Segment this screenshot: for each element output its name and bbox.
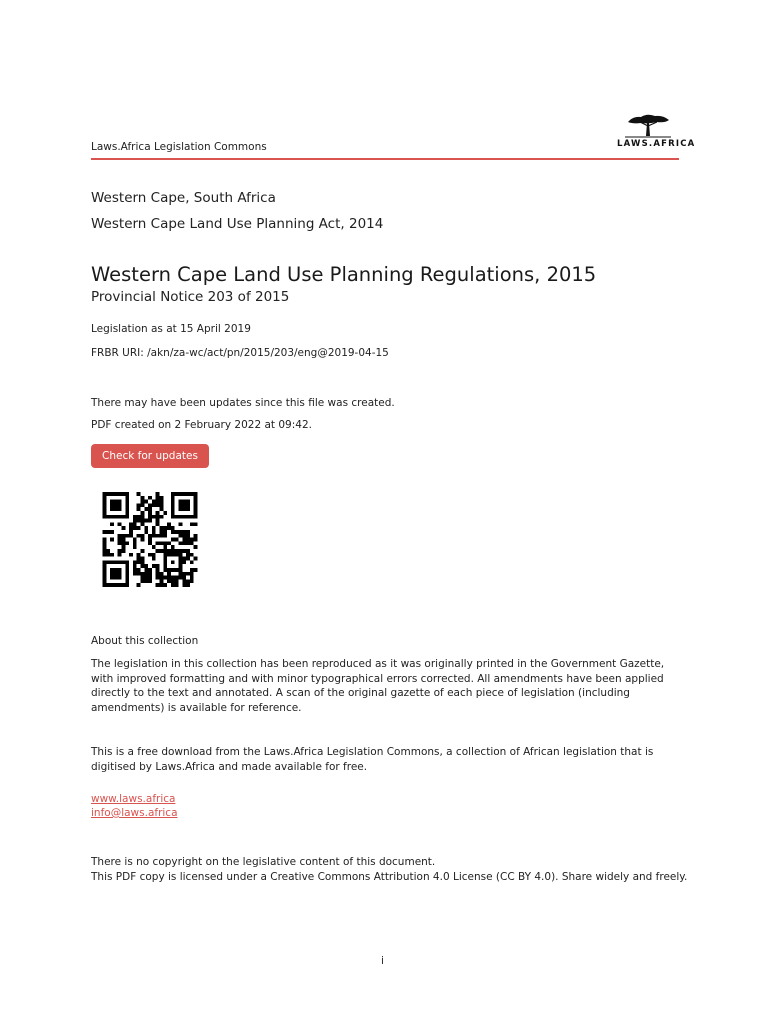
qr-code-icon (100, 492, 200, 587)
website-link[interactable]: www.laws.africa (91, 793, 176, 805)
acacia-tree-icon (623, 112, 673, 138)
frbr-uri: FRBR URI: /akn/za-wc/act/pn/2015/203/eng@2019-04-15 (91, 347, 389, 359)
qr-code[interactable] (100, 492, 200, 591)
legislation-date: Legislation as at 15 April 2019 (91, 323, 251, 335)
check-for-updates-button[interactable]: Check for updates (91, 444, 209, 468)
copyright-notice: There is no copyright on the legislative content of this document. (91, 856, 436, 868)
logo-text: LAWS.AFRICA (617, 139, 696, 149)
license-notice: This PDF copy is licensed under a Creative Commons Attribution 4.0 License (CC BY 4.0). Share widely and freely. (91, 871, 688, 883)
collection-name: Laws.Africa Legislation Commons (91, 141, 267, 153)
updates-notice: There may have been updates since this file was created. (91, 397, 395, 409)
free-download-text: This is a free download from the Laws.Africa Legislation Commons, a collection of African legislation that is digitised by Laws.Africa and made available for free. (91, 746, 654, 773)
page-number: i (381, 955, 384, 967)
jurisdiction: Western Cape, South Africa (91, 190, 276, 206)
page-title: Western Cape Land Use Planning Regulations, 2015 (91, 263, 597, 286)
email-link[interactable]: info@laws.africa (91, 807, 178, 819)
laws-africa-logo (617, 112, 696, 154)
parent-act: Western Cape Land Use Planning Act, 2014 (91, 216, 384, 232)
about-body: The legislation in this collection has been reproduced as it was originally printed in the Government Gazette, with improved formatting and with minor typographical errors corrected. All amendments have been applied directly to the text and annotated. A scan of the original gazette of each piece of legislation (including amendments) is available for reference. (91, 658, 665, 714)
about-heading: About this collection (91, 635, 199, 647)
page-subtitle: Provincial Notice 203 of 2015 (91, 289, 290, 305)
pdf-created: PDF created on 2 February 2022 at 09:42. (91, 419, 312, 431)
page-header (91, 112, 696, 160)
